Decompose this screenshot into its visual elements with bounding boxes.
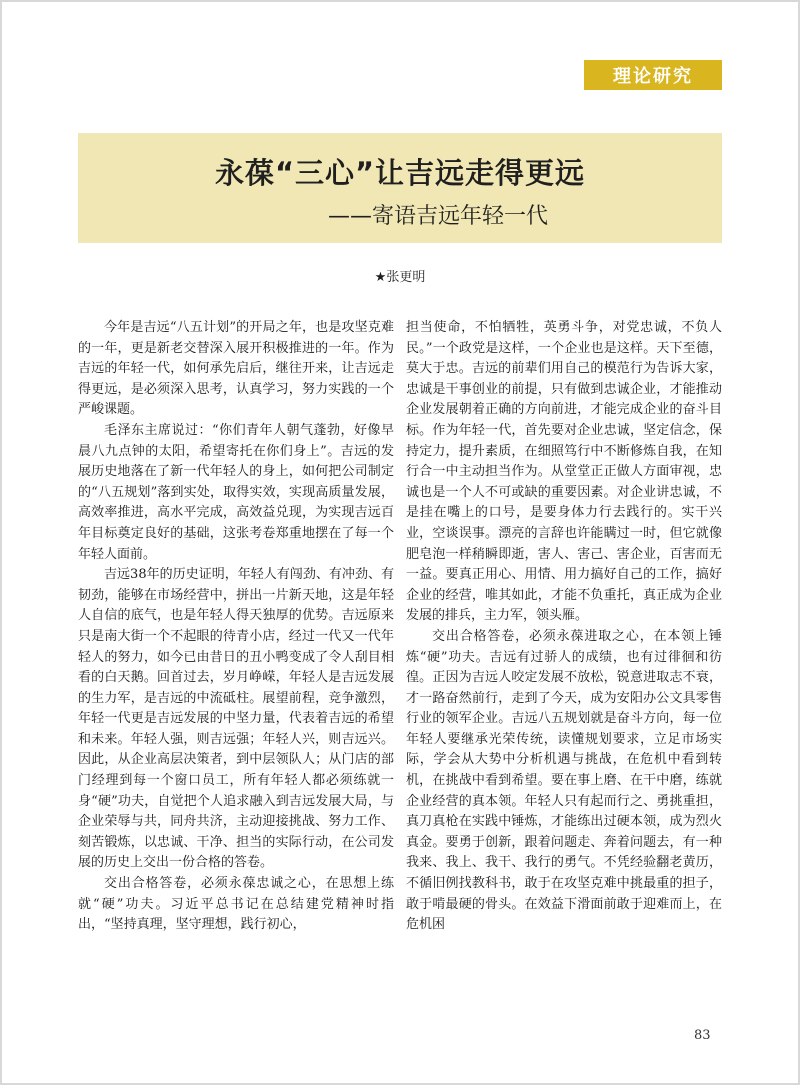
- paragraph: 今年是吉远“八五计划”的开局之年，也是攻坚克难的一年，更是新老交替深入展开积极推进的一年。作为吉远的年轻一代，如何承先启后，继往开来，让吉远走得更远，是必须深入思考，认真学习，努力实践的一个严峻课题。: [78, 320, 394, 418]
- paragraph: 交出合格答卷，必须永葆进取之心，在本领上锤炼“硬”功夫。吉远有过骄人的成绩，也有过徘徊和彷徨。正因为吉远人咬定发展不放松，锐意进取志不衰，才一路奋然前行，走到了今天，成为安阳办公文具零售行业的领军企业。吉远八五规划就是奋斗方向，每一位年轻人要继承光荣传统，读懂规划要求，立足市场实际，学会从大势中分析机遇与挑战，在危机中看到转机，在挑战中看到希望。要在事上磨、在干中磨，练就企业经营的真本领。年轻人只有起而行之、勇挑重担，真刀真枪在实践中锤炼，才能练出过硬本领，成为烈火真金。要勇于创新，跟着问题走、奔着问题去，有一种我来、我上、我干、我行的勇气。不凭经验翻老黄历，不循旧例找教科书，敢于在攻坚克难中挑最重的担子，敢于啃最硬的骨头。在效益下滑面前敢于迎难而上，在危机困: [406, 628, 722, 933]
- right-column: [406, 318, 722, 1014]
- paragraph: 担当使命，不怕牺牲，英勇斗争，对党忠诚，不负人民。”一个政党是这样，一个企业也是这样。天下至德，莫大于忠。吉远的前辈们用自己的模范行为告诉大家，忠诚是干事创业的前提，只有做到忠诚企业，才能推动企业发展朝着正确的方向前进，才能完成企业的奋斗目标。作为年轻一代，首先要对企业忠诚，坚定信念，保持定力，提升素质，在细照笃行中不断修炼自我，在知行合一中主动担当作为。从堂堂正正做人方面审视，忠诚也是一个人不可或缺的重要因素。对企业讲忠诚，不是挂在嘴上的口号，是要身体力行去践行的。实干兴业，空谈误事。漂亮的言辞也许能瞒过一时，但它就像肥皂泡一样稍瞬即逝，害人、害己、害企业，百害而无一益。要真正用心、用情、用力搞好自己的工作，搞好企业的经营，唯其如此，才能不负重托，真正成为企业发展的排兵，主力军，领头雁。: [406, 320, 722, 624]
- paragraph: 毛泽东主席说过：“你们青年人朝气蓬勃，好像早晨八九点钟的太阳，希望寄托在你们身上”。吉远的发展历史地落在了新一代年轻人的身上，如何把公司制定的“八五规划”落到实处，取得实效，实现高质量发展，高效率推进，高水平完成，高效益兑现，为实现吉远百年目标奠定良好的基础，这张考卷郑重地摆在了每一个年轻人面前。: [78, 422, 394, 562]
- article-title: 永葆“三心”让吉远走得更远: [214, 156, 586, 190]
- section-tag: 理论研究: [584, 60, 722, 90]
- left-column: [78, 318, 394, 1014]
- paragraph: 交出合格答卷，必须永葆忠诚之心，在思想上练就“硬”功夫。习近平总书记在总结建党精神时指出，“坚持真理，坚守理想，践行初心，: [78, 876, 394, 933]
- page-number: 83: [694, 1028, 711, 1043]
- author-byline: ★张更明: [374, 270, 426, 285]
- title-banner: [78, 133, 722, 243]
- article-subtitle: ——寄语吉远年轻一代: [328, 204, 549, 229]
- paragraph: 吉远38年的历史证明，年轻人有闯劲、有冲劲、有韧劲，能够在市场经营中，拼出一片新天地，这是年轻人自信的底气，也是年轻人得天独厚的优势。吉远原来只是南大街一个不起眼的待青小店，经过一代又一代年轻人的努力，如今已由昔日的丑小鸭变成了令人刮目相看的白天鹅。回首过去，岁月峥嵘，年轻人是吉远发展的生力军，是吉远的中流砥柱。展望前程，竞争激烈，年轻一代更是吉远发展的中坚力量，代表着吉远的希望和未来。年轻人强，则吉远强；年轻人兴，则吉远兴。因此，从企业高层决策者，到中层领队人；从门店的部门经理到每一个窗口员工，所有年轻人都必须练就一身“硬”功夫，自觉把个人追求融入到吉远发展大局，与企业荣辱与共，同舟共济，主动迎接挑战、努力工作、刻苦锻炼，以忠诚、干净、担当的实际行动，在公司发展的历史上交出一份合格的答卷。: [78, 567, 394, 871]
